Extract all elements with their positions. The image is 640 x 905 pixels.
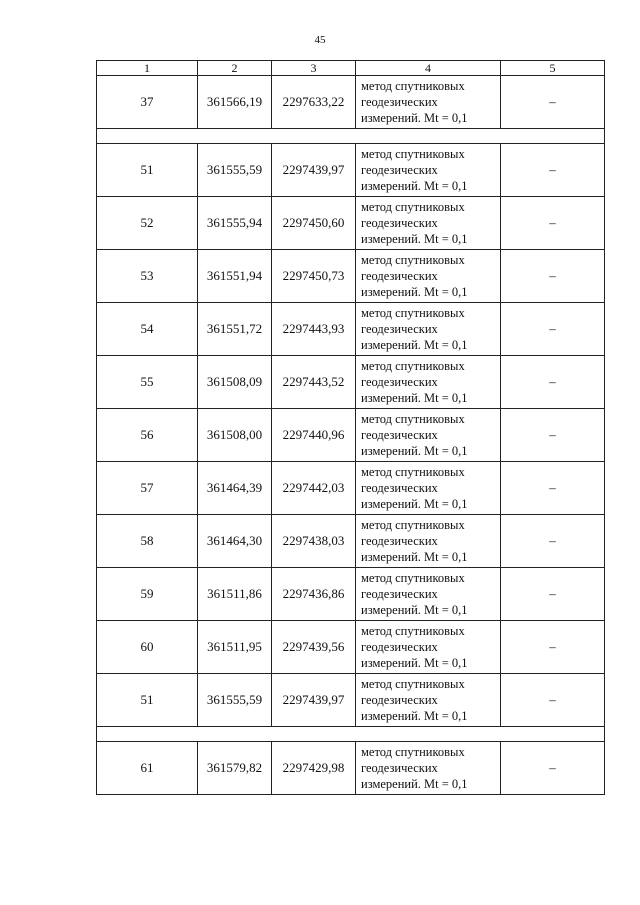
point-number-cell: 57 bbox=[97, 462, 198, 515]
method-line: геодезических bbox=[361, 269, 438, 283]
note-cell: – bbox=[501, 742, 605, 795]
table-row bbox=[97, 197, 605, 250]
method-line: метод спутниковых bbox=[361, 624, 465, 638]
method-line: измерений. Mt = 0,1 bbox=[361, 709, 468, 723]
note-cell: – bbox=[501, 568, 605, 621]
method-cell bbox=[356, 568, 501, 621]
method-line: измерений. Mt = 0,1 bbox=[361, 656, 468, 670]
table-row bbox=[97, 462, 605, 515]
method-line: метод спутниковых bbox=[361, 200, 465, 214]
note-cell: – bbox=[501, 409, 605, 462]
x-coordinate-cell: 361566,19 bbox=[198, 76, 272, 129]
column-header: 4 bbox=[356, 61, 501, 76]
table-row bbox=[97, 742, 605, 795]
method-cell bbox=[356, 674, 501, 727]
note-cell: – bbox=[501, 515, 605, 568]
y-coordinate-cell: 2297440,96 bbox=[272, 409, 356, 462]
column-header: 3 bbox=[272, 61, 356, 76]
method-line: измерений. Mt = 0,1 bbox=[361, 497, 468, 511]
method-line: геодезических bbox=[361, 163, 438, 177]
method-line: геодезических bbox=[361, 587, 438, 601]
method-line: геодезических bbox=[361, 428, 438, 442]
method-line: геодезических bbox=[361, 693, 438, 707]
method-line: метод спутниковых bbox=[361, 677, 465, 691]
y-coordinate-cell: 2297436,86 bbox=[272, 568, 356, 621]
point-number-cell: 55 bbox=[97, 356, 198, 409]
note-cell: – bbox=[501, 303, 605, 356]
method-line: метод спутниковых bbox=[361, 253, 465, 267]
method-line: измерений. Mt = 0,1 bbox=[361, 179, 468, 193]
column-header: 2 bbox=[198, 61, 272, 76]
x-coordinate-cell: 361551,72 bbox=[198, 303, 272, 356]
method-line: геодезических bbox=[361, 322, 438, 336]
table-row bbox=[97, 621, 605, 674]
x-coordinate-cell: 361555,59 bbox=[198, 674, 272, 727]
separator-cell bbox=[97, 129, 605, 144]
method-line: метод спутниковых bbox=[361, 571, 465, 585]
separator-cell bbox=[97, 727, 605, 742]
note-cell: – bbox=[501, 144, 605, 197]
method-line: измерений. Mt = 0,1 bbox=[361, 550, 468, 564]
coordinates-table bbox=[96, 60, 605, 795]
point-number-cell: 52 bbox=[97, 197, 198, 250]
method-line: измерений. Mt = 0,1 bbox=[361, 232, 468, 246]
method-cell bbox=[356, 303, 501, 356]
table-header-row bbox=[97, 61, 605, 76]
table-row bbox=[97, 515, 605, 568]
method-line: измерений. Mt = 0,1 bbox=[361, 391, 468, 405]
note-cell: – bbox=[501, 356, 605, 409]
method-line: измерений. Mt = 0,1 bbox=[361, 111, 468, 125]
method-cell bbox=[356, 76, 501, 129]
note-cell: – bbox=[501, 197, 605, 250]
y-coordinate-cell: 2297443,93 bbox=[272, 303, 356, 356]
method-cell bbox=[356, 742, 501, 795]
method-line: метод спутниковых bbox=[361, 745, 465, 759]
method-line: измерений. Mt = 0,1 bbox=[361, 285, 468, 299]
y-coordinate-cell: 2297450,60 bbox=[272, 197, 356, 250]
method-cell bbox=[356, 144, 501, 197]
table-separator-row bbox=[97, 727, 605, 742]
point-number-cell: 61 bbox=[97, 742, 198, 795]
table-row bbox=[97, 409, 605, 462]
y-coordinate-cell: 2297439,97 bbox=[272, 144, 356, 197]
point-number-cell: 58 bbox=[97, 515, 198, 568]
y-coordinate-cell: 2297442,03 bbox=[272, 462, 356, 515]
y-coordinate-cell: 2297429,98 bbox=[272, 742, 356, 795]
x-coordinate-cell: 361555,94 bbox=[198, 197, 272, 250]
method-line: геодезических bbox=[361, 481, 438, 495]
method-cell bbox=[356, 356, 501, 409]
table-row bbox=[97, 568, 605, 621]
method-line: измерений. Mt = 0,1 bbox=[361, 444, 468, 458]
method-line: измерений. Mt = 0,1 bbox=[361, 777, 468, 791]
x-coordinate-cell: 361551,94 bbox=[198, 250, 272, 303]
note-cell: – bbox=[501, 621, 605, 674]
method-line: геодезических bbox=[361, 375, 438, 389]
point-number-cell: 51 bbox=[97, 674, 198, 727]
point-number-cell: 59 bbox=[97, 568, 198, 621]
y-coordinate-cell: 2297439,97 bbox=[272, 674, 356, 727]
method-line: метод спутниковых bbox=[361, 412, 465, 426]
method-cell bbox=[356, 409, 501, 462]
point-number-cell: 37 bbox=[97, 76, 198, 129]
method-line: метод спутниковых bbox=[361, 79, 465, 93]
point-number-cell: 60 bbox=[97, 621, 198, 674]
method-cell bbox=[356, 197, 501, 250]
table-separator-row bbox=[97, 129, 605, 144]
method-line: метод спутниковых bbox=[361, 359, 465, 373]
x-coordinate-cell: 361511,95 bbox=[198, 621, 272, 674]
table-row bbox=[97, 144, 605, 197]
method-cell bbox=[356, 462, 501, 515]
y-coordinate-cell: 2297443,52 bbox=[272, 356, 356, 409]
table-row bbox=[97, 303, 605, 356]
table-row bbox=[97, 674, 605, 727]
method-line: измерений. Mt = 0,1 bbox=[361, 338, 468, 352]
page-number: 45 bbox=[314, 34, 326, 46]
method-line: геодезических bbox=[361, 216, 438, 230]
point-number-cell: 53 bbox=[97, 250, 198, 303]
table-body bbox=[97, 76, 605, 795]
column-header: 5 bbox=[501, 61, 605, 76]
y-coordinate-cell: 2297633,22 bbox=[272, 76, 356, 129]
column-header: 1 bbox=[97, 61, 198, 76]
note-cell: – bbox=[501, 462, 605, 515]
method-line: геодезических bbox=[361, 640, 438, 654]
method-cell bbox=[356, 515, 501, 568]
method-line: геодезических bbox=[361, 761, 438, 775]
x-coordinate-cell: 361579,82 bbox=[198, 742, 272, 795]
x-coordinate-cell: 361508,00 bbox=[198, 409, 272, 462]
x-coordinate-cell: 361555,59 bbox=[198, 144, 272, 197]
x-coordinate-cell: 361464,39 bbox=[198, 462, 272, 515]
method-line: геодезических bbox=[361, 534, 438, 548]
y-coordinate-cell: 2297438,03 bbox=[272, 515, 356, 568]
method-line: измерений. Mt = 0,1 bbox=[361, 603, 468, 617]
y-coordinate-cell: 2297450,73 bbox=[272, 250, 356, 303]
note-cell: – bbox=[501, 250, 605, 303]
method-cell bbox=[356, 250, 501, 303]
method-line: метод спутниковых bbox=[361, 306, 465, 320]
note-cell: – bbox=[501, 674, 605, 727]
note-cell: – bbox=[501, 76, 605, 129]
point-number-cell: 51 bbox=[97, 144, 198, 197]
x-coordinate-cell: 361508,09 bbox=[198, 356, 272, 409]
table-row bbox=[97, 76, 605, 129]
point-number-cell: 56 bbox=[97, 409, 198, 462]
method-cell bbox=[356, 621, 501, 674]
point-number-cell: 54 bbox=[97, 303, 198, 356]
method-line: метод спутниковых bbox=[361, 465, 465, 479]
method-line: метод спутниковых bbox=[361, 518, 465, 532]
table-row bbox=[97, 356, 605, 409]
y-coordinate-cell: 2297439,56 bbox=[272, 621, 356, 674]
x-coordinate-cell: 361464,30 bbox=[198, 515, 272, 568]
method-line: геодезических bbox=[361, 95, 438, 109]
x-coordinate-cell: 361511,86 bbox=[198, 568, 272, 621]
table-row bbox=[97, 250, 605, 303]
method-line: метод спутниковых bbox=[361, 147, 465, 161]
